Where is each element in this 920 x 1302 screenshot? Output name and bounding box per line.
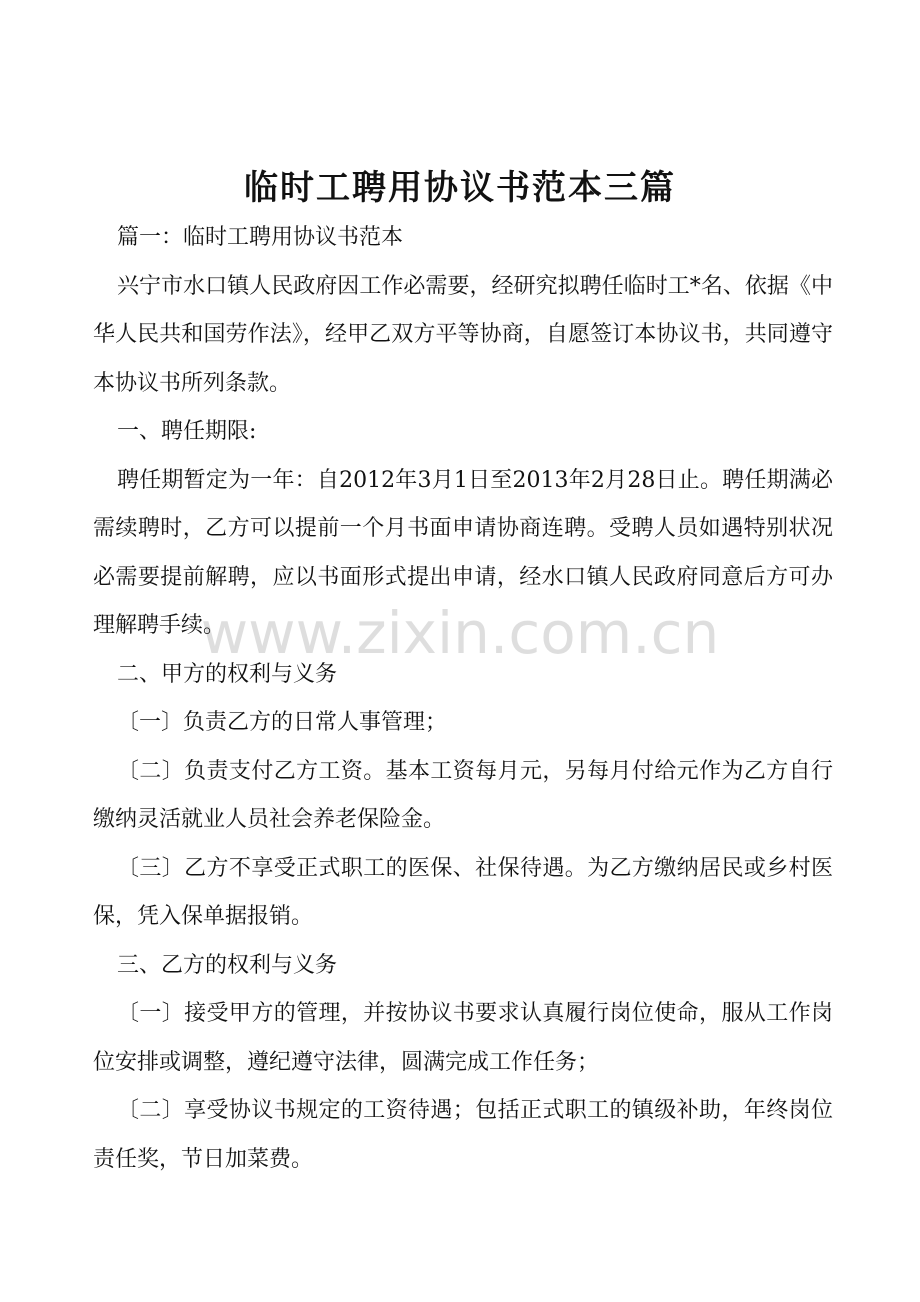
paragraph-term-heading: 一、聘任期限: — [117, 419, 257, 444]
paragraph-party-a-item-1: 〔一〕负责乙方的日常人事管理； — [117, 710, 448, 735]
paragraph-term-body: 聘任期暂定为一年：自2012年3月1日至2013年2月28日止。聘任期满必需续聘时，乙方可以提前一个月书面申请协商连聘。受聘人员如遇特别状况必需要提前解聘，应以书面形式提出申请，经水口镇人民政府同意后方可办理解聘手续。 — [93, 467, 833, 638]
paragraph-intro: 兴宁市水口镇人民政府因工作必需要，经研究拟聘任临时工*名、依据《中华人民共和国劳作法》，经甲乙双方平等协商，自愿签订本协议书，共同遵守本协议书所列条款。 — [93, 273, 833, 396]
paragraph-party-b-heading: 三、乙方的权利与义务 — [117, 952, 338, 978]
paragraph-party-b-item-2: 〔二〕享受协议书规定的工资待遇；包括正式职工的镇级补助，年终岗位责任奖，节日加菜费。 — [93, 1098, 833, 1172]
watermark: www.zixin.com.cn — [200, 599, 720, 667]
document-body — [93, 214, 833, 1184]
paragraph-section-heading: 篇一：临时工聘用协议书范本 — [117, 225, 404, 250]
paragraph-party-a-item-3: 〔三〕乙方不享受正式职工的医保、社保待遇。为乙方缴纳居民或乡村医保，凭入保单据报销。 — [93, 855, 833, 929]
document-title: 临时工聘用协议书范本三篇 — [244, 168, 676, 208]
paragraph-party-b-item-1: 〔一〕接受甲方的管理，并按协议书要求认真履行岗位使命，服从工作岗位安排或调整，遵纪遵守法律，圆满完成工作任务； — [93, 1001, 833, 1075]
paragraph-party-a-heading: 二、甲方的权利与义务 — [117, 661, 338, 687]
paragraph-party-a-item-2: 〔二〕负责支付乙方工资。基本工资每月元，另每月付给元作为乙方自行缴纳灵活就业人员社会养老保险金。 — [93, 758, 833, 832]
